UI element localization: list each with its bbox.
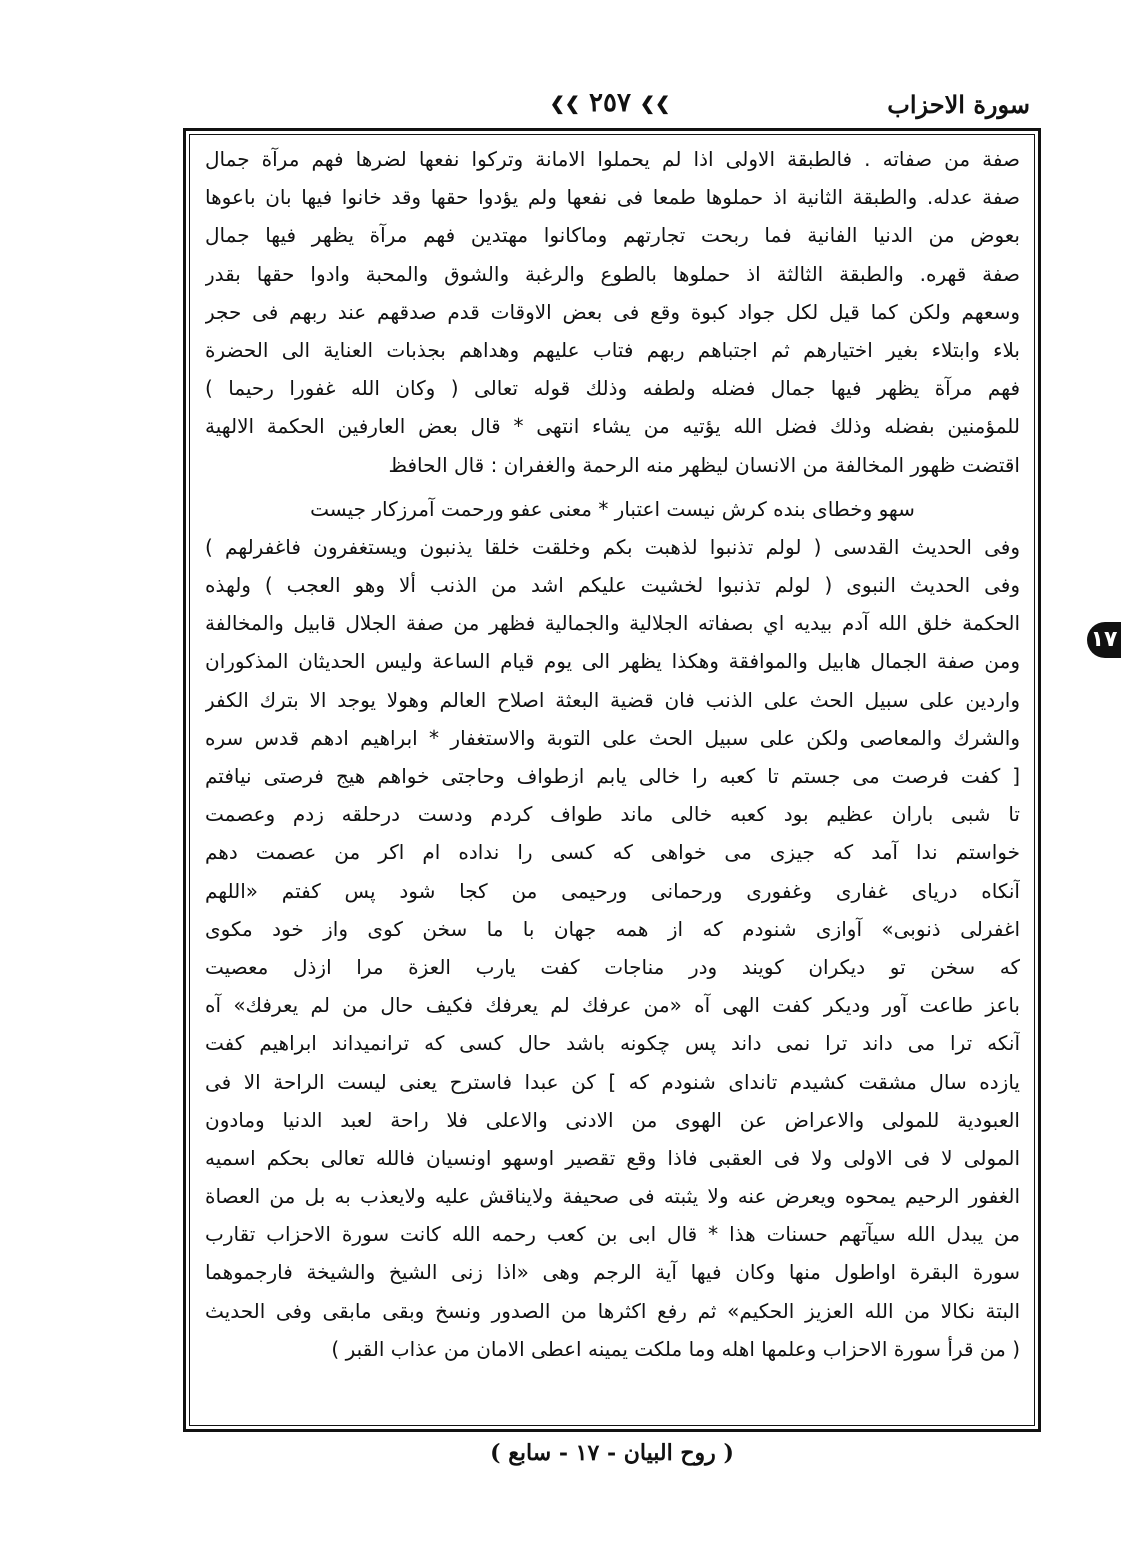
text-line: اغفرلى ذنوبى» آوازى شنودم كه از همه جهان با ما سخن كوى واز خود مكوى bbox=[205, 916, 1020, 941]
text-line: [ كفت فرصت مى جستم تا كعبه را خالى يابم ازطواف وحاجتى خواهم هيج فرصتى نيافتم bbox=[205, 764, 1020, 788]
text-line: اقتضت ظهور المخالفة من الانسان ليظهر منه الرحمة والغفران : قال الحافظ bbox=[388, 452, 1020, 477]
poetry-line: سهو وخطاى بنده كرش نيست اعتبار * معنى عفو ورحمت آمرزكار جيست bbox=[310, 496, 915, 521]
page-number bbox=[525, 88, 695, 118]
text-line: صفة قهره. والطبقة الثالثة اذ حملوها بالطوع والرغبة والشوق والمحبة وادوا حقها بقدر bbox=[205, 261, 1020, 286]
text-line: فهم مرآة يظهر فيها جمال فضله ولطفه وذلك قوله تعالى ( وكان الله غفورا رحيما ) bbox=[205, 376, 1020, 401]
left-ornament: ❮❮ bbox=[549, 93, 580, 115]
page-number-value: ٢٥٧ bbox=[589, 88, 631, 118]
text-line: آنكاه درياى غفارى وغفورى ورحمانى ورحيمى من كجا شود پس كفتم «اللهم bbox=[205, 878, 1020, 903]
text-line: ( من قرأ سورة الاحزاب وعلمها اهله وما ملكت يمينه اعطى الامان من عذاب القبر ) bbox=[331, 1336, 1020, 1361]
text-line: البتة نكالا من الله العزيز الحكيم» ثم رفع اكثرها من الصدور ونسخ وبقى مابقى وفى الحديث bbox=[205, 1298, 1020, 1323]
footer-signature: ( روح البيان - ١٧ - سابع ) bbox=[490, 1440, 734, 1466]
text-line: باعز طاعت آور وديكر كفت الهى آه «من عرفك لم يعرفك فكيف حال من لم يعرفك» آه bbox=[205, 993, 1020, 1018]
juz-marker: ١٧ bbox=[1087, 622, 1121, 658]
text-line: تا شبى باران عظيم بود كعبه خالى ماند طواف كردم ودست درحلقه زدم وعصمت bbox=[205, 802, 1020, 827]
running-title: سورة الاحزاب bbox=[887, 90, 1030, 119]
text-line: بلاء وابتلاء بغير اختيارهم ثم اجتباهم ربهم فتاب عليهم وهداهم بجذبات العناية الى الحضرة bbox=[205, 337, 1020, 362]
text-line: صفة من صفاته . فالطبقة الاولى اذا لم يحملوا الامانة وتركوا نفعها لضرها فهم مرآة جمال bbox=[205, 147, 1020, 171]
page-header bbox=[195, 86, 1030, 126]
text-line: كه سخن تو ديكران كويند ودر مناجات كفت يارب العزة مرا ازذل معصيت bbox=[205, 954, 1020, 979]
text-line: من يبدل الله سيآتهم حسنات هذا * قال ابى بن كعب رحمه الله كانت سورة الاحزاب تقارب bbox=[205, 1222, 1020, 1247]
text-line: يازده سال مشقت كشيدم تانداى شنودم كه ] كن عبدا فاسترح يعنى ليست الراحة الا فى bbox=[205, 1069, 1020, 1094]
text-line: وفى الحديث النبوى ( لولم تذنبوا لخشيت عليكم اشد من الذنب ألا وهو العجب ) ولهذه bbox=[205, 573, 1020, 598]
text-line: الغفور الرحيم يمحوه ويعرض عنه ولا يثبته فى صحيفة ولايناقش عليه ولايعذب به بل من العصاة bbox=[205, 1184, 1020, 1209]
text-line: آنكه ترا مى داند ترا نمى داند پس چكونه باشد حال كسى كه ترانميداند ابراهيم كفت bbox=[205, 1031, 1020, 1056]
text-line: وسعهم ولكن كما قيل لكل جواد كبوة وقع فى بعض الاوقات قدم صدقهم عند ربهم فى حجر bbox=[205, 299, 1020, 324]
text-line: الحكمة خلق الله آدم بيديه اي بصفاته الجلالية والجمالية فظهر من صفة الجلال قابيل والمخالفة bbox=[205, 611, 1020, 636]
text-line: خواستم ندا آمد كه جيزى مى خواهى كه كسى را نداده ام اكر من عصمت دهم bbox=[205, 840, 1020, 865]
text-line: المولى لا فى الاولى ولا فى العقبى فاذا وقع تقصير اوسهو اونسيان فالله تعالى بحكم اسميه bbox=[205, 1145, 1020, 1170]
text-line: ومن صفة الجمال هابيل والموافقة وهكذا يظهر الى يوم قيام الساعة وليس الحديثان المذكوران bbox=[205, 649, 1020, 674]
text-line: واردين على سبيل الحث على الذنب فان قضية البعثة اصلاح العالم وهولا يوجد الا بترك الكفر bbox=[205, 687, 1020, 712]
text-line: وفى الحديث القدسى ( لولم تذنبوا لذهبت بكم وخلقت خلقا يذنبون ويستغفرون فاغفرلهم ) bbox=[205, 534, 1020, 559]
text-line: والشرك والمعاصى ولكن على سبيل الحث على التوبة والاستغفار * ابراهيم ادهم قدس سره bbox=[205, 725, 1020, 750]
right-ornament: ❮❮ bbox=[640, 93, 671, 115]
text-line: بعوض من الدنيا الفانية فما ربحت تجارتهم وماكانوا مهتدين فهم مرآة يظهر فيها جمال bbox=[205, 223, 1020, 248]
text-line: سورة البقرة اواطول منها وكان فيها آية الرجم وهى «اذا زنى الشيخ والشيخة فارجموهما bbox=[205, 1260, 1020, 1285]
text-line: للمؤمنين بفضله وذلك فضل الله يؤتيه من يشاء انتهى * قال بعض العارفين الحكمة الالهية bbox=[205, 414, 1020, 439]
text-line: العبودية للمولى والاعراض عن الهوى من الادنى والاعلى فلا راحة لعبد الدنيا ومادون bbox=[205, 1107, 1020, 1132]
text-line: صفة عدله. والطبقة الثانية اذ حملوها طمعا فى نفعها ولم يؤدوا حقها وقد خانوا فيها بان باعوها bbox=[205, 185, 1020, 210]
body-text bbox=[205, 140, 1020, 1368]
